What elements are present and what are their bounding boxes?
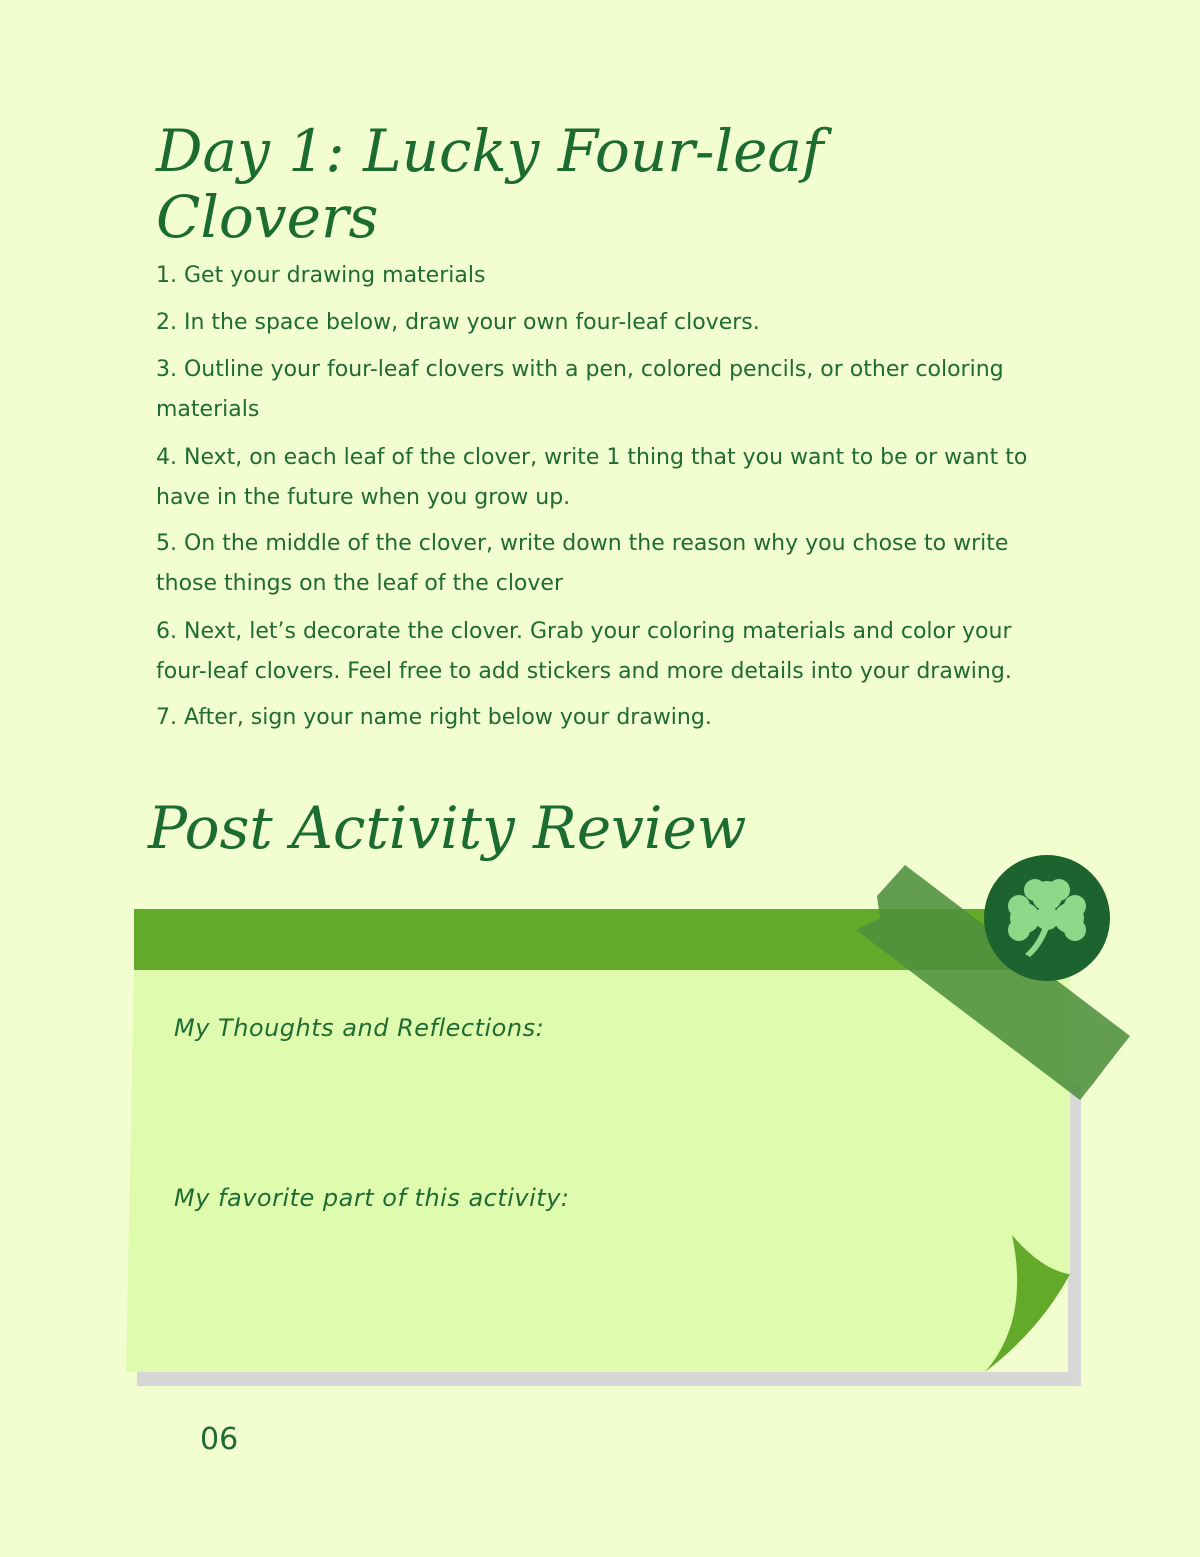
step-item: 3. Outline your four-leaf clovers with a pen, colored pencils, or other coloring materials (156, 357, 1004, 422)
step-item: 2. In the space below, draw your own four-leaf clovers. (156, 310, 760, 335)
step-item: 1. Get your drawing materials (156, 263, 486, 288)
step-item: 6. Next, let’s decorate the clover. Grab your coloring materials and color your four-leaf clovers. Feel free to add stickers and more details into your drawing. (156, 619, 1012, 684)
review-title: Post Activity Review (148, 794, 747, 862)
shamrock-icon (995, 866, 1099, 970)
activity-title: Day 1: Lucky Four-leaf Clovers (156, 117, 824, 251)
page-number: 06 (200, 1422, 239, 1457)
step-item: 7. After, sign your name right below your drawing. (156, 705, 712, 730)
thoughts-label: My Thoughts and Reflections: (174, 1014, 545, 1042)
step-item: 4. Next, on each leaf of the clover, write 1 thing that you want to be or want to have in the future when you grow up. (156, 445, 1028, 510)
favorite-part-label: My favorite part of this activity: (174, 1184, 570, 1212)
step-item: 5. On the middle of the clover, write down the reason why you chose to write those things on the leaf of the clover (156, 531, 1009, 596)
